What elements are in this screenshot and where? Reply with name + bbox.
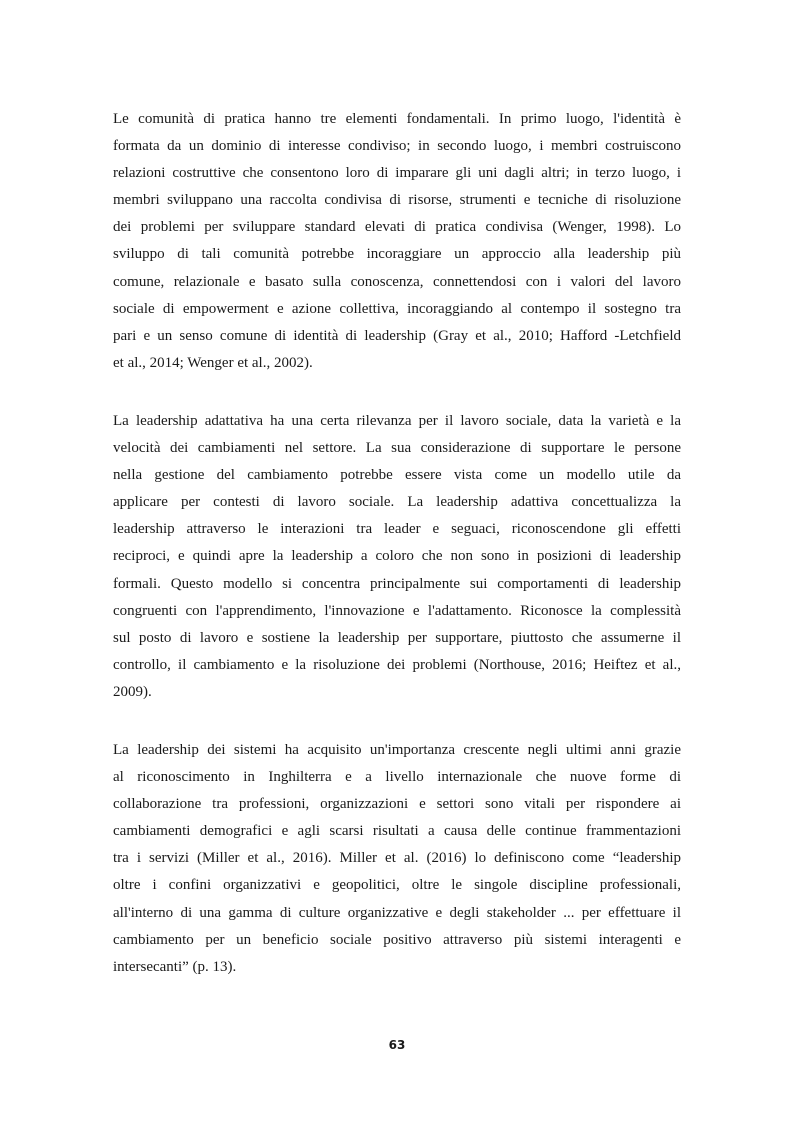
paragraph-communities-of-practice [113,106,681,377]
text-line: velocità dei cambiamenti nel settore. La sua considerazione di supportare le persone [113,440,681,457]
text-line: nella gestione del cambiamento potrebbe essere vista come un modello utile da [113,467,681,484]
page-number: 63 [388,1038,406,1052]
text-line: al riconoscimento in Inghilterra e a livello internazionale che nuove forme di [113,769,681,786]
text-line: membri sviluppano una raccolta condivisa di risorse, strumenti e tecniche di risoluzione [113,192,681,209]
text-line: collaborazione tra professioni, organizzazioni e settori sono vitali per rispondere ai [113,796,681,813]
text-line: formata da un dominio di interesse condiviso; in secondo luogo, i membri costruiscono [113,138,681,155]
text-line: oltre i confini organizzativi e geopolitici, oltre le singole discipline professionali, [113,877,681,894]
text-line: leadership attraverso le interazioni tra leader e seguaci, riconoscendone gli effetti [113,521,681,538]
text-line: Le comunità di pratica hanno tre elementi fondamentali. In primo luogo, l'identità è [113,111,681,127]
text-line: congruenti con l'apprendimento, l'innovazione e l'adattamento. Riconosce la complessità [113,602,681,619]
text-line: sociale di empowerment e azione collettiva, incoraggiando al contempo il sostegno tra [113,300,681,317]
text-line: relazioni costruttive che consentono loro di imparare gli uni dagli altri; in terzo luogo, i [113,165,681,182]
text-line: cambiamento per un beneficio sociale positivo attraverso più sistemi interagenti e [113,931,681,948]
text-line: sviluppo di tali comunità potrebbe incoraggiare un approccio alla leadership più [113,246,681,263]
page-content [113,106,681,1012]
text-line: La leadership dei sistemi ha acquisito un'importanza crescente negli ultimi anni grazie [113,741,681,758]
text-line: comune, relazionale e basato sulla conoscenza, connettendosi con i valori del lavoro [113,273,681,290]
text-line: pari e un senso comune di identità di leadership (Gray et al., 2010; Hafford -Letchfield [113,327,681,344]
paragraph-systems-leadership [113,737,681,981]
text-line: La leadership adattativa ha una certa rilevanza per il lavoro sociale, data la varietà e la [113,412,681,429]
text-line: dei problemi per sviluppare standard elevati di pratica condivisa (Wenger, 1998). Lo [113,219,681,236]
text-line: formali. Questo modello si concentra principalmente sui comportamenti di leadership [113,575,681,592]
text-line: cambiamenti demografici e agli scarsi risultati a causa delle continue frammentazioni [113,823,681,840]
text-line: et al., 2014; Wenger et al., 2002). [113,354,313,371]
text-line: applicare per contesti di lavoro sociale. La leadership adattiva concettualizza la [113,494,681,511]
text-line: tra i servizi (Miller et al., 2016). Miller et al. (2016) lo definiscono come “leadership [113,850,681,867]
paragraph-adaptive-leadership [113,408,681,706]
text-line: intersecanti” (p. 13). [113,958,237,975]
text-line: controllo, il cambiamento e la risoluzione dei problemi (Northouse, 2016; Heiftez et al., [113,656,681,673]
text-line: 2009). [113,683,152,700]
text-line: reciproci, e quindi apre la leadership a coloro che non sono in posizioni di leadership [113,548,681,565]
text-line: all'interno di una gamma di culture organizzative e degli stakeholder ... per effettuare il [113,904,681,921]
text-line: sul posto di lavoro e sostiene la leadership per supportare, piuttosto che assumerne il [113,629,681,646]
